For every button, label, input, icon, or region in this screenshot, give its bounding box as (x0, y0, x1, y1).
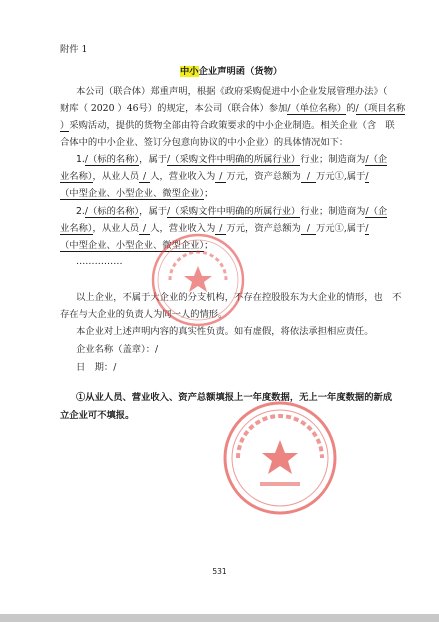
revenue-field: / (215, 171, 226, 183)
item-text: 行业；制造商为 (300, 206, 366, 217)
closing-line-1: 以上企业，不属于大企业的分支机构，不存在控股股东为大企业的情形，也 不 (76, 292, 402, 303)
intro-line-4: 合体中的中小企业、签订分包意向协议的中小企业）的具体情况如下： (60, 137, 349, 148)
employees-field: / (139, 223, 150, 235)
item2-line-1 (76, 206, 387, 218)
item2-line-2 (60, 223, 369, 235)
footnote-line-2: 立企业可不填报。 (60, 410, 135, 421)
page-number: 531 (212, 567, 227, 576)
item-text: 行业；制造商为 (300, 154, 366, 165)
intro-line-1: 本公司（联合体）郑重声明，根据《政府采购促进中小企业发展管理办法》（ (76, 86, 388, 97)
intro-text: 的 (346, 103, 356, 114)
attachment-label: 附件 1 (60, 44, 88, 55)
intro-text: 采购活动，提供的货物全部由符合政策要求的中小企业制造。相关企业（含 联 (69, 120, 395, 131)
item-text: 人，营业收入为 (150, 223, 216, 234)
project-name-field-end: ） (60, 120, 70, 131)
enterprise-type-options: （中型企业、小型企业、微型企业） (60, 240, 205, 251)
ellipsis: …………… (76, 256, 123, 267)
item1-line-2 (60, 171, 369, 183)
item1-line-3 (60, 188, 213, 200)
subject-name-field: /（标的名称） (84, 206, 140, 217)
item-number: 1. (76, 154, 85, 165)
footnote-line-1: ①从业人员、营业收入、资产总额填报上一年度数据，无上一年度数据的新成 (76, 392, 393, 403)
company-name-field: /（企 (365, 206, 388, 217)
item-text: ，属于 (139, 206, 168, 217)
intro-line-2 (60, 103, 405, 115)
item-text: 万元，资产总额为 (226, 171, 301, 182)
intro-text: 财库（ 2020 ）46号）的规定，本公司（联合体）参加 (60, 103, 288, 114)
enterprise-type-options: （中型企业、小型企业、微型企业） (60, 188, 205, 199)
title-highlight: 中小 (180, 66, 199, 77)
project-name-field: /（项目名称 (355, 103, 406, 114)
item-text: ； (204, 188, 214, 199)
item-text: 万元①,属于 (315, 171, 366, 182)
assets-field: / (301, 223, 316, 235)
subject-name-field: /（标的名称） (84, 154, 140, 165)
closing-line-3: 本企业对上述声明内容的真实性负责。如有虚假，将依法承担相应责任。 (76, 326, 374, 337)
item2-line-3 (60, 240, 213, 252)
industry-field: /（采购文件中明确的所属行业） (167, 206, 301, 217)
unit-name-field: /（单位名称） (287, 103, 347, 114)
assets-field: / (301, 171, 316, 183)
viewer-bottom-bar (0, 614, 439, 622)
item-text: ，从业人员 (92, 223, 140, 234)
page-title (180, 66, 282, 78)
item-text: ，从业人员 (92, 171, 140, 182)
title-rest: 企业声明函（货物） (198, 66, 283, 77)
item-text: ，属于 (139, 154, 168, 165)
enterprise-type-field: / (365, 223, 369, 234)
item-text: ； (204, 240, 214, 251)
item-text: 万元，资产总额为 (226, 223, 301, 234)
intro-line-3 (60, 120, 395, 132)
date-line: 日 期：/ (76, 362, 117, 373)
revenue-field: / (215, 223, 226, 235)
item-text: 人，营业收入为 (150, 171, 216, 182)
item1-line-1 (76, 154, 387, 166)
company-name-field: /（企 (365, 154, 388, 165)
item-number: 2. (76, 206, 85, 217)
employees-field: / (139, 171, 150, 183)
official-seal-stamp (220, 398, 340, 518)
company-name-field-end: 业名称） (60, 223, 93, 234)
company-name-field-end: 业名称） (60, 171, 93, 182)
industry-field: /（采购文件中明确的所属行业） (167, 154, 301, 165)
enterprise-type-field: / (365, 171, 369, 182)
closing-line-2: 存在与大企业的负责人为同一人的情形。 (60, 309, 228, 320)
company-seal-line: 企业名称（盖章）：/ (76, 344, 159, 355)
item-text: 万元①,属于 (315, 223, 366, 234)
